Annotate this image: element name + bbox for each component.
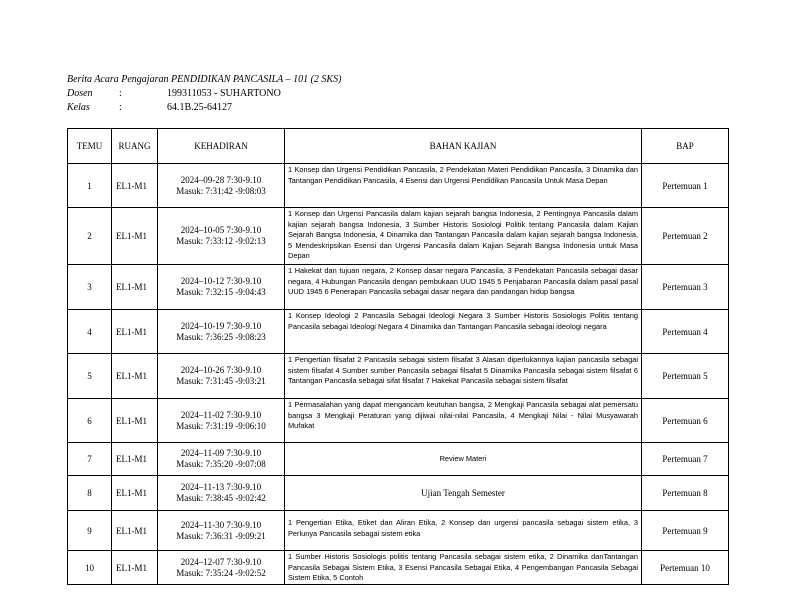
kelas-value: 64.1B.25-64127 xyxy=(167,102,232,113)
kehadiran-tanggal: 2024–11-02 7:30-9.10 xyxy=(180,409,262,420)
kehadiran-tanggal: 2024–10-12 7:30-9.10 xyxy=(180,276,262,286)
kelas-colon: : xyxy=(119,102,122,113)
temu-cell: 5 xyxy=(68,354,112,399)
kehadiran-cell xyxy=(158,551,285,585)
kehadiran-masuk: Masuk: 7:35:24 -9:02:52 xyxy=(176,567,266,578)
header-bap: BAP xyxy=(642,129,729,164)
table-header-row xyxy=(68,129,729,164)
bahan-kajian-cell xyxy=(285,310,642,354)
ruang-cell: EL1-M1 xyxy=(112,511,158,551)
temu-cell: 10 xyxy=(68,551,112,585)
ruang-cell: EL1-M1 xyxy=(112,208,158,265)
bahan-kajian-cell: Review Materi xyxy=(285,443,642,476)
table-row xyxy=(68,208,729,265)
kehadiran-cell xyxy=(158,208,285,265)
ruang-cell: EL1-M1 xyxy=(112,476,158,511)
ruang-cell: EL1-M1 xyxy=(112,354,158,399)
bahan-kajian-cell: Ujian Tengah Semester xyxy=(285,476,642,511)
bap-cell: Pertemuan 8 xyxy=(642,476,729,511)
kehadiran-tanggal: 2024–10-26 7:30-9.10 xyxy=(180,365,262,375)
header-bahan-kajian: BAHAN KAJIAN xyxy=(285,129,642,164)
bap-cell: Pertemuan 5 xyxy=(642,354,729,399)
kehadiran-cell xyxy=(158,164,285,208)
table-row xyxy=(68,476,729,511)
table-row xyxy=(68,310,729,354)
kehadiran-tanggal: 2024–09-28 7:30-9.10 xyxy=(180,174,262,185)
bap-cell: Pertemuan 4 xyxy=(642,310,729,354)
ruang-cell: EL1-M1 xyxy=(112,443,158,476)
temu-cell: 1 xyxy=(68,164,112,208)
kehadiran-masuk: Masuk: 7:31:45 -9:03:21 xyxy=(176,376,266,386)
bahan-kajian-cell xyxy=(285,399,642,443)
temu-cell: 6 xyxy=(68,399,112,443)
bap-cell: Pertemuan 9 xyxy=(642,511,729,551)
bahan-kajian-text: 1 Permasalahan yang dapat mengancam keutuhan bangsa, 2 Mengkaji Pancasila sebagai alat pemersatu bangsa 3 Mengkaji Peraturan yang dijiwai nilai-nilai Pancasila, 4 Mengkaji Nilai - Nilai Musyawarah Mufakat xyxy=(288,400,638,431)
kehadiran-masuk: Masuk: 7:31:19 -9:06:10 xyxy=(176,420,266,431)
kehadiran-masuk: Masuk: 7:38:45 -9:02:42 xyxy=(176,493,266,503)
header-ruang: RUANG xyxy=(112,129,158,164)
kehadiran-masuk: Masuk: 7:32:15 -9:04:43 xyxy=(176,287,266,297)
table-row xyxy=(68,551,729,585)
kehadiran-tanggal: 2024–11-13 7:30-9.10 xyxy=(180,482,262,492)
attendance-table xyxy=(67,128,729,585)
bahan-kajian-cell xyxy=(285,511,642,551)
bahan-kajian-text: 1 Pengertian filsafat 2 Pancasila sebagai sistem filsafat 3 Alasan diperlukannya kajian pancasila sebagai sistem filsafat 4 Sumber sumber Pancasila sebagai filsafat 5 Dinamika Pancasila sebagai sistem filsafat 6 Tantangan Pancasila sebagai sifat filsafat 7 Hakekat Pancasila sebagai sistem filsafat xyxy=(288,355,638,386)
kelas-label: Kelas xyxy=(67,102,90,113)
kehadiran-tanggal: 2024–11-09 7:30-9.10 xyxy=(180,448,262,458)
bahan-kajian-cell xyxy=(285,354,642,399)
kehadiran-cell xyxy=(158,354,285,399)
bahan-kajian-text: 1 Konsep dan Urgensi Pancasila dalam kajian sejarah bangsa Indonesia, 2 Pentingnya Pancasila dalam kajian sejarah bangsa Indonesia, 3 Sumber Historis Sosiologi Politik tentang Pancasila dalam Kajian Sejarah Bangsa Indonesia, 4 Dinamika dan Tantangan Pancasila dalam kajian sejarah bangsa Indonesia, 5 Mendeskripsikan Esensi dan Urgensi Pancasila dalam Kajian Sejarah Bangsa Indonesia untuk Masa Depan xyxy=(288,209,638,261)
table-row xyxy=(68,399,729,443)
bahan-kajian-cell xyxy=(285,265,642,310)
table-row xyxy=(68,164,729,208)
bahan-kajian-text: 1 Hakekat dan tujuan negara, 2 Konsep dasar negara Pancasila, 3 Pendekatan Pancasila sebagai dasar negara, 4 Hubungan Pancasila dengan pembukaan UUD 1945 5 Penjabaran Pancasila dalam pasal pasal UUD 1945 6 Penerapan Pancasila sebagai dasar negara dan pandangan hidup bangsa xyxy=(288,266,638,297)
table-row xyxy=(68,265,729,310)
dosen-row xyxy=(67,87,567,101)
kelas-row xyxy=(67,101,567,115)
ruang-cell: EL1-M1 xyxy=(112,164,158,208)
bap-cell: Pertemuan 3 xyxy=(642,265,729,310)
kehadiran-masuk: Masuk: 7:31:42 -9:08:03 xyxy=(176,185,266,196)
table-row xyxy=(68,354,729,399)
kehadiran-tanggal: 2024–10-19 7:30-9.10 xyxy=(180,320,262,331)
temu-cell: 8 xyxy=(68,476,112,511)
document-title: Berita Acara Pengajaran PENDIDIKAN PANCASILA – 101 (2 SKS) xyxy=(67,74,342,85)
bap-cell: Pertemuan 6 xyxy=(642,399,729,443)
document-header xyxy=(67,73,567,115)
dosen-label: Dosen xyxy=(67,88,93,99)
kehadiran-cell xyxy=(158,476,285,511)
kehadiran-cell xyxy=(158,443,285,476)
kehadiran-cell xyxy=(158,310,285,354)
kehadiran-masuk: Masuk: 7:35:20 -9:07:08 xyxy=(176,459,266,469)
bahan-kajian-text: 1 Konsep dan Urgensi Pendidikan Pancasila, 2 Pendekatan Materi Pendidikan Pancasila, 3 Dinamika dan Tantangan Pendidikan Pancasila, 4 Esensi dan Urgensi Pendidikan Pancasila Untuk Masa Depan xyxy=(288,165,638,185)
bap-cell: Pertemuan 1 xyxy=(642,164,729,208)
kehadiran-masuk: Masuk: 7:36:31 -9:09:21 xyxy=(176,530,266,541)
bahan-kajian-cell xyxy=(285,208,642,265)
kehadiran-cell xyxy=(158,265,285,310)
table-row xyxy=(68,443,729,476)
ruang-cell: EL1-M1 xyxy=(112,551,158,585)
header-kehadiran: KEHADIRAN xyxy=(158,129,285,164)
bap-cell: Pertemuan 2 xyxy=(642,208,729,265)
bahan-kajian-text: 1 Konsep Ideologi 2 Pancasila Sebagai Ideologi Negara 3 Sumber Historis Sosiologis Politis tentang Pancasila sebagai Ideologi Negara 4 Dinamika dan Tantangan Pancasila sebagai ideologi negara xyxy=(288,311,638,331)
temu-cell: 9 xyxy=(68,511,112,551)
bahan-kajian-text: 1 Pengertian Etika, Etiket dan Aliran Etika, 2 Konsep dan urgensi pancasila sebagai sistem etika, 3 Perlunya Pancasila sebagai sistem etika xyxy=(288,518,638,538)
bap-cell: Pertemuan 10 xyxy=(642,551,729,585)
kehadiran-tanggal: 2024–10-05 7:30-9.10 xyxy=(180,225,262,235)
temu-cell: 2 xyxy=(68,208,112,265)
bahan-kajian-cell xyxy=(285,164,642,208)
bahan-kajian-text: 1 Sumber Historis Sosiologis politis tentang Pancasila sebagai sistem etika, 2 Dinamika danTantangan Pancasila Sebagai Sistem Etika, 3 Esensi Pancasila Sebagai Etika, 4 Pengembangan Pancasila Sebagai Sistem Etika, 5 Contoh xyxy=(288,552,638,583)
kehadiran-masuk: Masuk: 7:36:25 -9:08:23 xyxy=(176,331,266,342)
ruang-cell: EL1-M1 xyxy=(112,399,158,443)
kehadiran-masuk: Masuk: 7:33:12 -9:02:13 xyxy=(176,236,266,246)
temu-cell: 7 xyxy=(68,443,112,476)
header-temu: TEMU xyxy=(68,129,112,164)
temu-cell: 4 xyxy=(68,310,112,354)
dosen-colon: : xyxy=(119,88,122,99)
ruang-cell: EL1-M1 xyxy=(112,310,158,354)
kehadiran-tanggal: 2024–12-07 7:30-9.10 xyxy=(180,556,262,567)
kehadiran-cell xyxy=(158,399,285,443)
ruang-cell: EL1-M1 xyxy=(112,265,158,310)
table-row xyxy=(68,511,729,551)
dosen-value: 199311053 - SUHARTONO xyxy=(167,88,281,99)
bap-cell: Pertemuan 7 xyxy=(642,443,729,476)
kehadiran-cell xyxy=(158,511,285,551)
kehadiran-tanggal: 2024–11-30 7:30-9.10 xyxy=(180,519,262,530)
bahan-kajian-cell xyxy=(285,551,642,585)
temu-cell: 3 xyxy=(68,265,112,310)
